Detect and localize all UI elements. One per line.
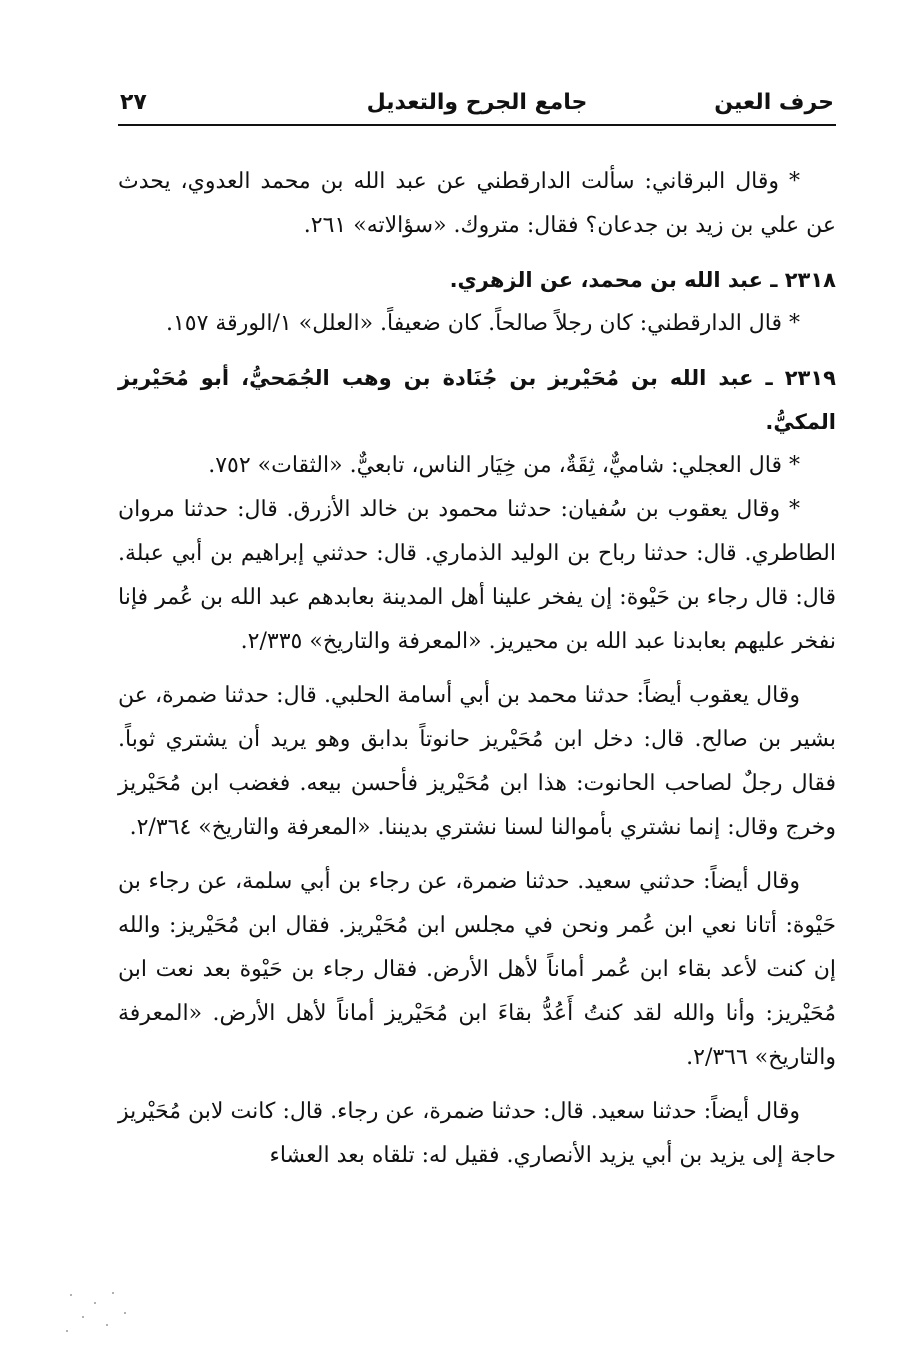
entry-heading-2318: ٢٣١٨ ـ عبد الله بن محمد، عن الزهري. [449,268,836,292]
page-body [118,160,836,1178]
book-title: جامع الجرح والتعديل [366,90,588,115]
paragraph-ijli: * قال العجلي: شاميٌّ، ثِقَةٌ، من خِيَار الناس، تابعيٌّ. «الثقات» ٧٥٢. [208,453,800,478]
scan-specks [60,1290,140,1340]
paragraph-yaqub-3: وقال أيضاً: حدثني سعيد. حدثنا ضمرة، عن رجاء بن أبي سلمة، عن رجاء بن حَيْوة: أتانا نعي ابن عُمر ونحن في مجلس ابن مُحَيْريز. فقال ابن مُحَيْريز: والله إن كنت لأعد بقاء ابن عُمر أماناً لأهل الأرض. فقال رجاء بن حَيْوة بعد نعت ابن مُحَيْريز: وأنا والله لقد كنتُ أَعُدُّ بقاءَ ابن مُحَيْريز أماناً لأهل الأرض. «المعرفة والتاريخ» ٢/٣٦٦. [118,869,836,1070]
chapter-title: حرف العين [714,90,834,115]
paragraph-yaqub-1: * وقال يعقوب بن سُفيان: حدثنا محمود بن خالد الأزرق. قال: حدثنا مروان الطاطري. قال: حدثنا رباح بن الوليد الذماري. قال: حدثني إبراهيم بن أبي عبلة. قال: قال رجاء بن حَيْوة: إن يفخر علينا أهل المدينة بعابدهم عبد الله بن عُمر فإنا نفخر عليهم بعابدنا عبد الله بن محيريز. «المعرفة والتاريخ» ٢/٣٣٥. [118,497,836,654]
running-header [118,86,836,124]
paragraph-yaqub-4: وقال أيضاً: حدثنا سعيد. قال: حدثنا ضمرة، عن رجاء. قال: كانت لابن مُحَيْريز حاجة إلى يزيد بن أبي يزيد الأنصاري. فقيل له: تلقاه بعد العشاء [118,1099,836,1168]
page-number: ٢٧ [120,90,147,115]
entry-heading-2319: ٢٣١٩ ـ عبد الله بن مُحَيْريز بن جُنَادة بن وهب الجُمَحيُّ، أبو مُحَيْريز المكيُّ. [118,366,836,434]
header-rule [118,124,836,126]
paragraph-daraqutni: * قال الدارقطني: كان رجلاً صالحاً. كان ضعيفاً. «العلل» ١/الورقة ١٥٧. [165,311,800,336]
paragraph-barqani: * وقال البرقاني: سألت الدارقطني عن عبد الله بن محمد العدوي، يحدث عن علي بن زيد بن جدعان؟ فقال: متروك. «سؤالاته» ٢٦١. [118,169,836,238]
paragraph-yaqub-2: وقال يعقوب أيضاً: حدثنا محمد بن أبي أسامة الحلبي. قال: حدثنا ضمرة، عن بشير بن صالح. قال: دخل ابن مُحَيْريز حانوتاً بدابق وهو يريد أن يشتري ثوباً. فقال رجلٌ لصاحب الحانوت: هذا ابن مُحَيْريز فأحسن بيعه. فغضب ابن مُحَيْريز وخرج وقال: إنما نشتري بأموالنا لسنا نشتري بديننا. «المعرفة والتاريخ» ٢/٣٦٤. [118,683,836,840]
